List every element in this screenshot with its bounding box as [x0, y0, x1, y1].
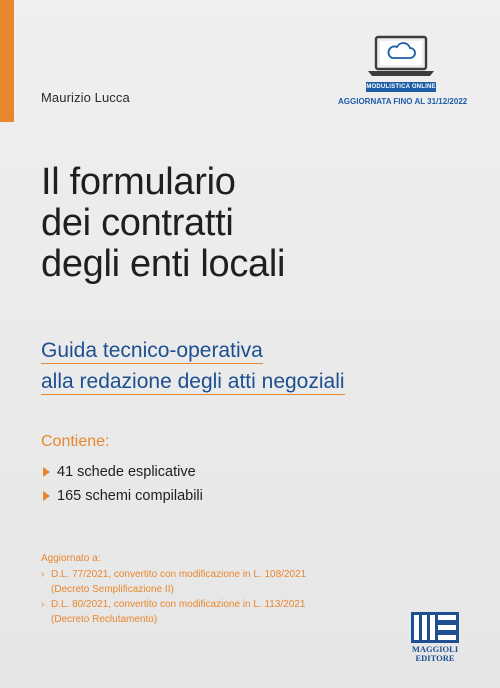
updates-heading: Aggiornato a:: [41, 553, 101, 564]
update-text: D.L. 80/2021, convertito con modificazione in L. 113/2021: [51, 599, 306, 610]
list-item-note: (Decreto Reclutamento): [51, 614, 158, 625]
contains-list: [41, 460, 203, 508]
online-badge: MODULISTICA ONLINE: [366, 84, 436, 90]
title-line: degli enti locali: [41, 243, 286, 285]
list-item: [41, 597, 306, 612]
list-item: [41, 460, 203, 484]
subtitle-line: alla redazione degli atti negoziali: [41, 370, 345, 393]
updates-list: [41, 567, 306, 627]
triangle-bullet-icon: [43, 467, 50, 477]
list-item-text: 165 schemi compilabili: [57, 488, 203, 504]
update-text: D.L. 77/2021, convertito con modificazione in L. 108/2021: [51, 569, 307, 580]
orange-stripe: [0, 0, 14, 122]
list-item: [41, 484, 203, 508]
publisher-line: EDITORE: [415, 653, 455, 663]
cloud-laptop-icon: [366, 35, 436, 79]
updated-until-label: AGGIORNATA FINO AL 31/12/2022: [338, 97, 468, 106]
title-line: Il formulario: [41, 161, 236, 203]
list-item: [41, 567, 306, 582]
list-item-text: 41 schede esplicative: [57, 464, 196, 480]
title-line: dei contratti: [41, 202, 234, 244]
list-item-note: (Decreto Semplificazione II): [51, 584, 174, 595]
author-name: Maurizio Lucca: [41, 90, 130, 105]
book-title: [41, 162, 285, 285]
contains-heading: Contiene:: [41, 433, 110, 450]
publisher-line: MAGGIOLI: [411, 644, 459, 654]
triangle-bullet-icon: [43, 491, 50, 501]
chevron-right-icon: ›: [41, 569, 45, 580]
subtitle-line: Guida tecnico-operativa: [41, 339, 263, 362]
publisher-name: [406, 645, 464, 663]
chevron-right-icon: ›: [41, 599, 45, 610]
book-subtitle: [41, 336, 345, 398]
